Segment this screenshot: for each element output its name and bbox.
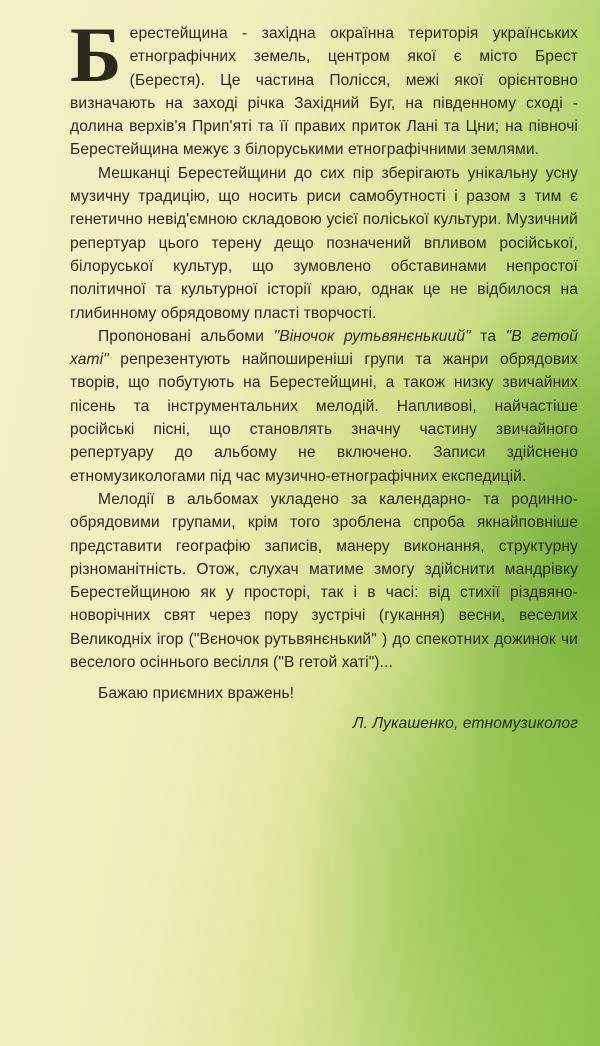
paragraph-intro-text: ерестейщина - західна окраїнна територія українських етнографічних земель, центром якої є місто Брест (Берестя). Це частина Полісся, межі якої орієнтовно визначають на заході річка Західний Буг, на південному сході - долина верхів'я Прип'яті та її правих приток Лані та Цни; на півночі Берестейщина межує з білоруськими етнографічними землями. (70, 25, 578, 159)
paragraph-intro (70, 11, 578, 162)
paragraph-tradition: Мешканці Берестейщини до сих пір зберігають унікальну усну музичну традицію, що носить риси самобутності і разом з тим є генетично невід'ємною складовою усієї поліської культури. Музичний репертуар цього терену дещо позначений впливом російської, білоруської культур, що зумовлено обставинами непростої політичної та культурної історії краю, однак це не відбилося на глибинному обрядовому пласті творчості. (70, 164, 578, 322)
closing-line: Бажаю приємних вражень! (98, 685, 295, 703)
article-body (70, 11, 578, 735)
paragraph-albums-text-1: Пропоновані альбоми (98, 327, 274, 345)
paragraph-structure: Мелодії в альбомах укладено за календарно- та родинно-обрядовими групами, крім того зроблена спроба якнайповніше представити географію записів, манеру виконання, структурну різноманітність. Отож, слухач матиме змогу здійснити мандрівку Берестейщиною як у просторі, так і в часі: від стихії різдвяно-новорічних свят через пору зустрічі (гукання) весни, веселих Великодніх ігор ("Вєночок рутьвянєнький" ) до спекотних дожинок чи веселого осіннього весілля ("В гетой хаті")... (70, 490, 578, 672)
album-title-1: "Віночок рутьвянєнькиий" (273, 327, 471, 345)
paragraph-albums (70, 325, 578, 488)
paragraph-albums-text-2: та (470, 327, 506, 345)
paragraph-albums-text-3: репрезентують найпоширеніші групи та жанри обрядових творів, що побутують на Берестейщині, а також низку звичайних пісень та інструментальних мелодій. Напливові, найчастіше російські пісні, що становлять значну частину звичайного репертуару до альбому не включено. Записи здійснено етномузикологами під час музично-етнографічних експедицій. (70, 351, 578, 485)
author-signature: Л. Лукашенко, етномузиколог (352, 714, 578, 732)
album-title-2: "В гетой хаті" (70, 327, 578, 369)
drop-cap: Б (70, 11, 122, 98)
